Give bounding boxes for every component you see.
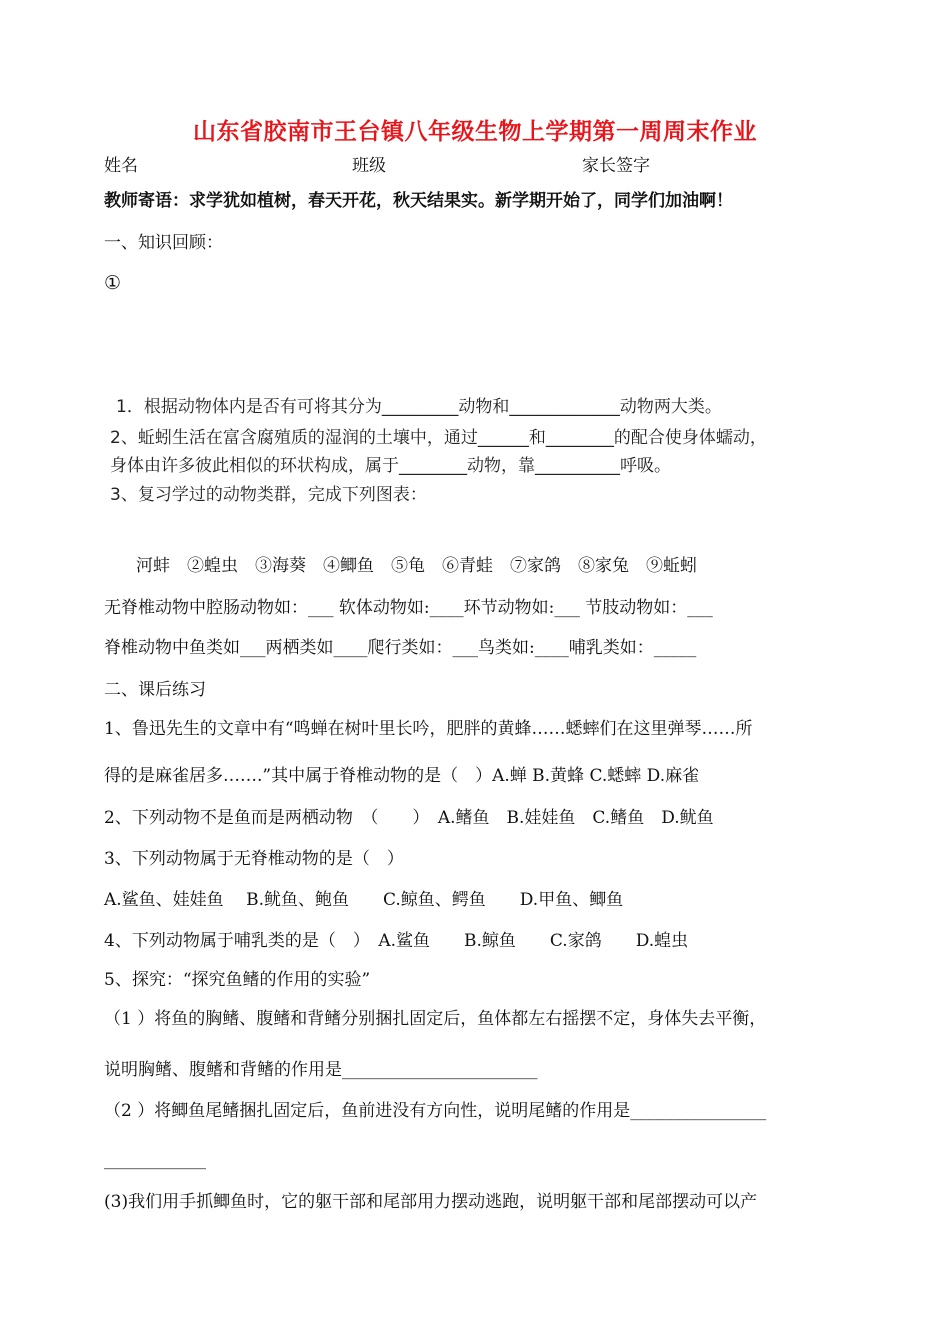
question-3-options: A.鲨鱼、娃娃鱼 B.鱿鱼、鲍鱼 C.鲸鱼、鳄鱼 D.甲鱼、鲫鱼: [104, 890, 624, 910]
review-item-2-cont: 身体由许多彼此相似的环状构成，属于________动物，靠__________呼吸。: [110, 456, 671, 476]
teacher-message: 教师寄语：求学犹如植树，春天开花，秋天结果实。新学期开始了，同学们加油啊！: [104, 191, 733, 211]
circled-number: ①: [104, 272, 122, 294]
section1-heading: 一、知识回顾：: [104, 233, 223, 253]
vertebrates-line: 脊椎动物中鱼类如___两栖类如____爬行类如：___鸟类如:____哺乳类如：_____: [104, 638, 697, 658]
review-item-2: 2、蚯蚓生活在富含腐殖质的湿润的土壤中，通过______和________的配合使身体蠕动，: [110, 428, 767, 448]
page-title: 山东省胶南市王台镇八年级生物上学期第一周周末作业: [193, 118, 757, 145]
question-5-part-1-answer: 说明胸鳍、腹鳍和背鳍的作用是_______________________: [104, 1060, 538, 1080]
question-3: 3、下列动物属于无脊椎动物的是（ ）: [104, 849, 404, 869]
question-5-part-3: (3)我们用手抓鲫鱼时，它的躯干部和尾部用力摆动逃跑，说明躯干部和尾部摆动可以产: [104, 1192, 758, 1212]
question-1-line-2: 得的是麻雀居多…….”其中属于脊椎动物的是（ ）A.蝉 B.黄蜂 C.蟋蟀 D.麻雀: [104, 766, 700, 786]
review-item-1: 1．根据动物体内是否有可将其分为_________动物和_____________动物两大类。: [116, 397, 722, 417]
question-5: 5、探究：“探究鱼鳍的作用的实验”: [104, 970, 371, 990]
animal-list: 河蚌 ②蝗虫 ③海葵 ④鲫鱼 ⑤龟 ⑥青蛙 ⑦家鸽 ⑧家兔 ⑨蚯蚓: [136, 556, 697, 576]
question-1-line-1: 1、鲁迅先生的文章中有“鸣蝉在树叶里长吟，肥胖的黄蜂……蟋蟀们在这里弹琴……所: [104, 719, 753, 739]
question-5-part-2-blank: ____________: [104, 1150, 206, 1170]
parent-sign-field-label: 家长签字: [582, 156, 650, 176]
question-5-part-2: （2 ）将鲫鱼尾鳍捆扎固定后，鱼前进没有方向性，说明尾鳍的作用是________________: [104, 1101, 767, 1121]
invertebrates-line: 无脊椎动物中腔肠动物如：___ 软体动物如:____环节动物如:___ 节肢动物如：___: [104, 598, 713, 618]
question-5-part-1: （1 ）将鱼的胸鳍、腹鳍和背鳍分别捆扎固定后，鱼体都左右摇摆不定，身体失去平衡，: [104, 1009, 767, 1029]
section2-heading: 二、课后练习: [104, 680, 206, 700]
question-2: 2、下列动物不是鱼而是两栖动物 （ ） A.鳍鱼 B.娃娃鱼 C.鳍鱼 D.鱿鱼: [104, 808, 714, 828]
review-item-3: 3、复习学过的动物类群，完成下列图表：: [110, 485, 427, 505]
class-field-label: 班级: [352, 156, 386, 176]
question-4: 4、下列动物属于哺乳类的是（ ） A.鲨鱼 B.鲸鱼 C.家鸽 D.蝗虫: [104, 931, 689, 951]
name-field-label: 姓名: [104, 156, 138, 176]
